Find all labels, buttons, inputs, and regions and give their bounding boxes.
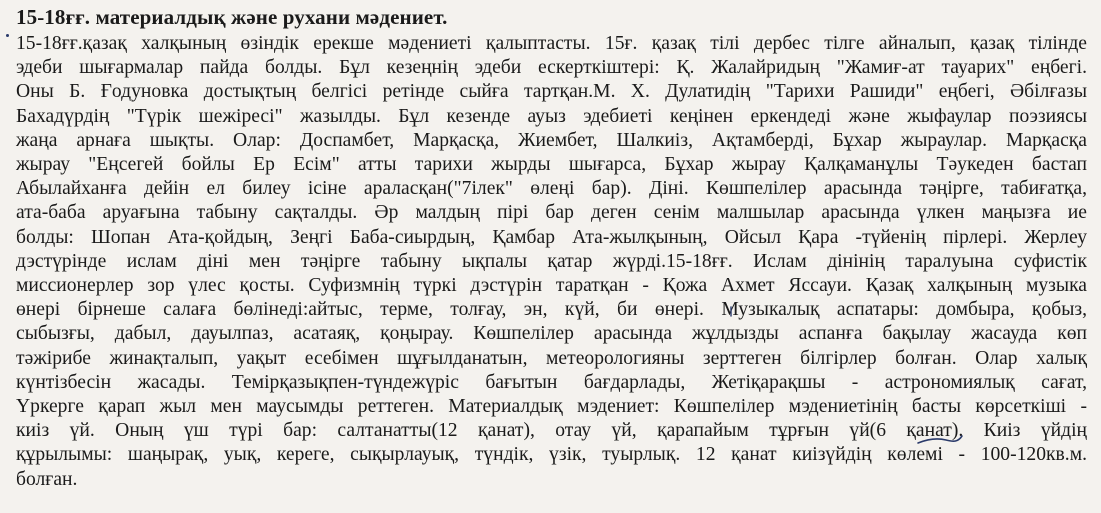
body-line: дэстүрінде ислам діні мен тәңірге табыну ықпалы қатар жүрді.15-18ғғ. Ислам дінінің таралуына суфистік [16,250,1087,272]
body-line: эдеби шығармалар пайда болды. Бұл кезеңнің эдеби ескерткіштері: Қ. Жалайридың "Жамиғ-ат тауарих" еңбегі. [16,57,1087,79]
body-line: Оны Б. Ғодуновка достықтың белгісі ретінде сыйға тартқан.М. Х. Дулатидің "Тарихи Рашиди" еңбегі, Әбілғазы [16,81,1087,103]
body-line: 15-18ғғ.қазақ халқының өзіндік ерекше мәдениеті қалыптасты. 15ғ. қазақ тілі дербес тілге айналып, қазақ тілінде [16,33,1087,54]
pen-stroke-mark [916,433,964,447]
body-line: тәжірибе жинақталып, уақыт есебімен шұғылданатын, метеорологияны зерттеген білгірлер болған. Олар халық [16,347,1087,369]
pen-tick-mark [726,306,736,320]
document-body [16,32,1087,492]
margin-ink-dot [6,34,9,37]
body-line: жаңа арнаға шықты. Олар: Доспамбет, Марқасқа, Жиембет, Шалкиіз, Ақтамберді, Бұхар жыраулар. Марқасқа [16,129,1087,151]
body-line: болған. [16,468,78,490]
body-line: киіз үй. Оның үш түрі бар: салтанатты(12 қанат), отау үй, қарапайым тұрғын үй(6 қанат). Киіз үйдің [16,420,1087,442]
body-line: Үркерге қарап жыл мен маусымды реттеген. Материалдық мэдениет: Көшпелілер мэдениетінің басты көрсеткіші - [16,396,1087,418]
body-line: жырау "Еңсегей бойлы Ер Есім" атты тарихи жырды шығарса, Бұхар жырау Қалқаманұлы Тәукеден бастап [16,154,1087,176]
body-line: Абылайханға дейін ел билеу ісіне араласқан("7ілек" өлеңі бар). Діні. Көшпелілер арасында тәңірге, табиғатқа, [16,178,1087,200]
body-line: болды: Шопан Ата-қойдың, Зеңгі Баба-сиырдың, Қамбар Ата-жылқының, Ойсыл Қара -түйенің пірлері. Жерлеу [16,226,1087,248]
body-line: сыбызғы, дабыл, дауылпаз, асатаяқ, қоңырау. Көшпелілер арасында жұлдызды аспанға бақылау жасауда көп [16,323,1087,345]
body-line: Бахадүрдің "Түрік шежіресі" жазылды. Бұл кезенде ауыз эдебиеті кеңінен еркендеді және жыфаулар поэзиясы [16,105,1087,127]
body-line: ата-баба аруағына табыну сақталды. Әр малдың пірі бар деген сенім малшылар арасында үлкен маңызға ие [16,202,1087,224]
document-heading: 15-18ғғ. материалдық және рухани мәдениет. [16,5,448,29]
body-line: күнтізбесін жасады. Темірқазықпен-түндежүріс бағытын бағдарлады, Жетіқарақшы - астрономиялық сағат, [16,371,1087,393]
body-line: өнері бірнеше салаға бөлінеді:айтыс, терме, толғау, эн, күй, би өнері. Музыкалық аспатары: домбыра, қобыз, [16,299,1087,321]
body-line: миссионерлер зор үлес қосты. Суфизмнің түркі дэстүрін таратқан - Қожа Ахмет Яссауи. Қазақ халқының музыка [16,275,1087,297]
body-line: құрылымы: шаңырақ, уық, кереге, сықырлауық, түндік, үзік, туырлық. 12 қанат киізүйдің көлемі - 100-120кв.м. [16,444,1087,466]
